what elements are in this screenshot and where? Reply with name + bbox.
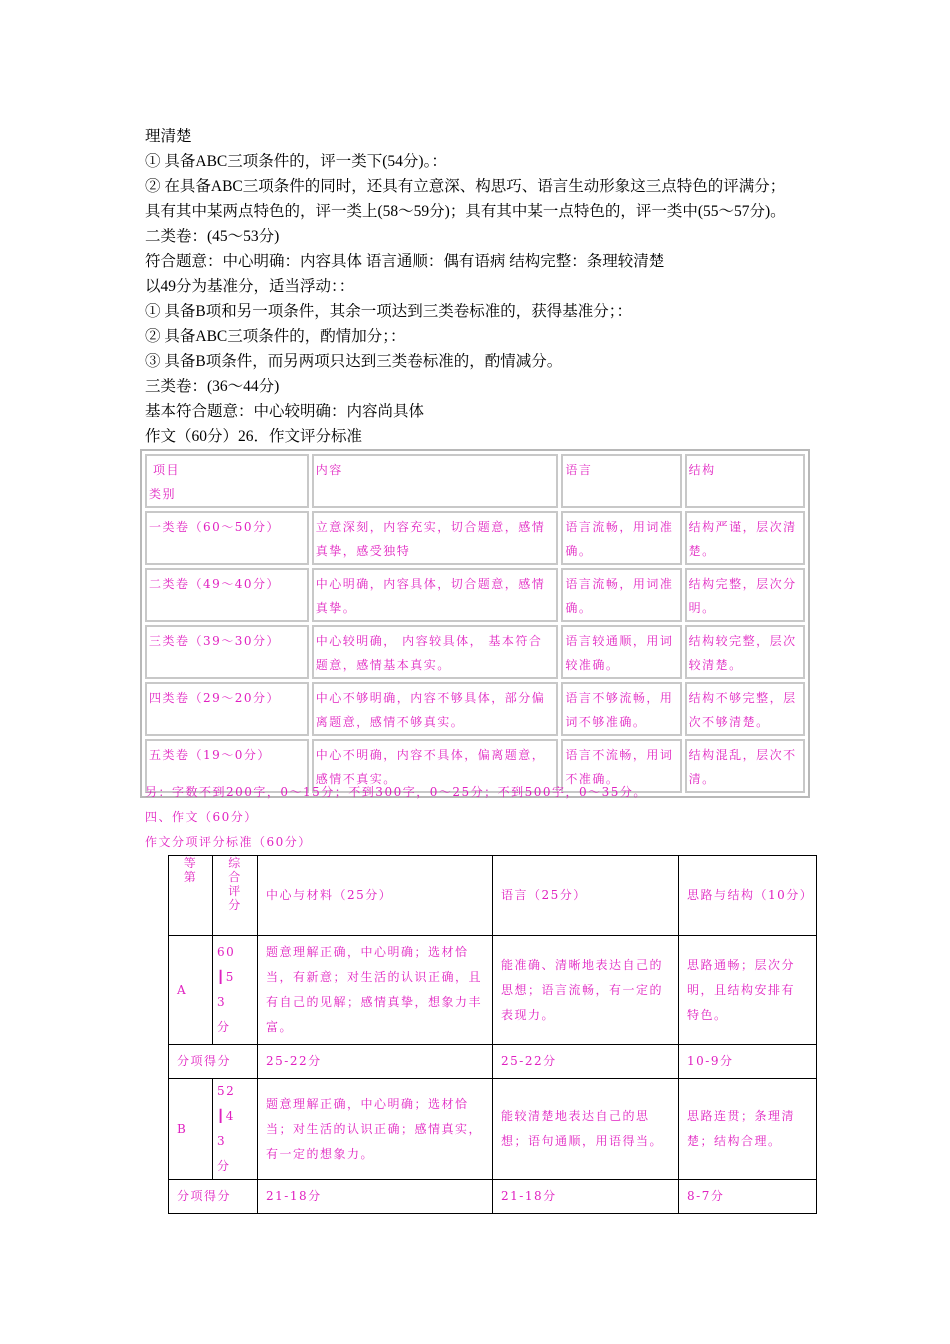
center-cell: 题意理解正确，中心明确；选材恰当；对生活的认识正确；感情真实，有一定的想象力。 [258, 1079, 493, 1180]
score-cell: 60┃53分 [213, 936, 258, 1045]
section-heading: 作文（60分）26．作文评分标准 [145, 428, 363, 445]
content-cell: 中心不明确，内容不具体，偏离题意，感情不真实。 [312, 739, 559, 793]
paragraph: 以49分为基准分，适当浮动：： [145, 278, 355, 295]
content-cell: 立意深刻，内容充实，切合题意，感情真挚，感受独特 [312, 511, 559, 565]
content-cell: 中心较明确， 内容较具体， 基本符合题意，感情基本真实。 [312, 625, 559, 679]
subscore-label: 分项得分 [169, 1045, 258, 1079]
language-cell: 语言不够流畅，用词不够准确。 [561, 682, 681, 736]
subscore-center: 21-18分 [258, 1180, 493, 1214]
structure-cell: 结构完整，层次分明。 [685, 568, 805, 622]
score-header: 综合评分 [213, 856, 258, 936]
center-cell: 题意理解正确，中心明确；选材恰当，有新意；对生活的认识正确，且有自己的见解；感情真挚，想象力丰富。 [258, 936, 493, 1045]
paragraph: ② 在具备ABC三项条件的同时，还具有立意深、构思巧、语言生动形象这三点特色的评满分； [145, 178, 786, 195]
language-cell: 语言不流畅，用词不准确。 [561, 739, 681, 793]
table-header-row [169, 856, 817, 936]
structure-cell: 结构不够完整，层次不够清楚。 [685, 682, 805, 736]
table-row [145, 682, 805, 736]
paragraph: 符合题意：中心明确：内容具体 语言通顺：偶有语病 结构完整：条理较清楚 [145, 253, 665, 270]
center-material-header: 中心与材料（25分） [258, 856, 493, 936]
paragraph: 基本符合题意：中心较明确：内容尚具体 [145, 403, 425, 420]
subscore-label: 分项得分 [169, 1180, 258, 1214]
subscore-center: 25-22分 [258, 1045, 493, 1079]
category-cell: 一类卷（60～50分） [145, 511, 309, 565]
paragraph: ② 具备ABC三项条件的，酌情加分；： [145, 328, 406, 345]
table-row [145, 568, 805, 622]
paragraph: ③ 具备B项条件，而另两项只达到三类卷标准的，酌情减分。 [145, 353, 563, 370]
language-header: 语言（25分） [493, 856, 679, 936]
word-count-note: 另：字数不到200字，0～15分；不到300字，0～25分；不到500字，0～35分。 [145, 785, 647, 799]
structure-cell: 结构混乱，层次不清。 [685, 739, 805, 793]
grade-cell: A [169, 936, 213, 1045]
scoring-standard-table [140, 449, 810, 798]
subscore-language: 21-18分 [493, 1180, 679, 1214]
itemized-scoring-table [168, 855, 817, 1214]
grade-cell: B [169, 1079, 213, 1180]
category-cell: 三类卷（39～30分） [145, 625, 309, 679]
header-cell: 语言 [561, 454, 681, 508]
subscore-thinking: 8-7分 [679, 1180, 817, 1214]
paragraph: ① 具备B项和另一项条件，其余一项达到三类卷标准的，获得基准分；： [145, 303, 632, 320]
structure-cell: 结构较完整，层次较清楚。 [685, 625, 805, 679]
language-cell: 语言较通顺，用词较准确。 [561, 625, 681, 679]
category-cell: 二类卷（49～40分） [145, 568, 309, 622]
table-row [169, 1079, 817, 1180]
grade-header: 等第 [169, 856, 213, 936]
table-row [169, 936, 817, 1045]
category-cell: 五类卷（19～0分） [145, 739, 309, 793]
category-cell: 四类卷（29～20分） [145, 682, 309, 736]
content-cell: 中心不够明确，内容不够具体，部分偏离题意，感情不够真实。 [312, 682, 559, 736]
paragraph: ① 具备ABC三项条件的，评一类下(54分)。： [145, 153, 447, 170]
structure-cell: 结构严谨，层次清楚。 [685, 511, 805, 565]
table-row [145, 511, 805, 565]
paragraph: 具有其中某两点特色的，评一类上(58～59分)；具有其中某一点特色的，评一类中(55～57分)。 [145, 203, 786, 220]
paragraph: 理清楚 [145, 128, 192, 145]
header-item-label: 项目 [153, 463, 181, 477]
table-row [145, 625, 805, 679]
language-cell: 能准确、清晰地表达自己的思想；语言流畅，有一定的表现力。 [493, 936, 679, 1045]
paragraph: 三类卷：(36～44分) [145, 378, 280, 395]
subscore-language: 25-22分 [493, 1045, 679, 1079]
subscore-row [169, 1045, 817, 1079]
thinking-structure-header: 思路与结构（10分） [679, 856, 817, 936]
table-header-row [145, 454, 805, 508]
table-caption: 作文分项评分标准（60分） [145, 835, 312, 849]
header-cell [145, 454, 309, 508]
language-cell: 语言流畅，用词准确。 [561, 568, 681, 622]
content-cell: 中心明确，内容具体，切合题意，感情真挚。 [312, 568, 559, 622]
thinking-cell: 思路通畅；层次分明，且结构安排有特色。 [679, 936, 817, 1045]
section-heading: 四、作文（60分） [145, 810, 258, 824]
thinking-cell: 思路连贯；条理清楚；结构合理。 [679, 1079, 817, 1180]
paragraph: 二类卷：(45～53分) [145, 228, 280, 245]
header-category-label: 类别 [149, 487, 177, 501]
language-cell: 能较清楚地表达自己的思想；语句通顺，用语得当。 [493, 1079, 679, 1180]
subscore-row [169, 1180, 817, 1214]
header-cell: 内容 [312, 454, 559, 508]
language-cell: 语言流畅，用词准确。 [561, 511, 681, 565]
header-cell: 结构 [685, 454, 805, 508]
score-cell: 52┃43分 [213, 1079, 258, 1180]
subscore-thinking: 10-9分 [679, 1045, 817, 1079]
